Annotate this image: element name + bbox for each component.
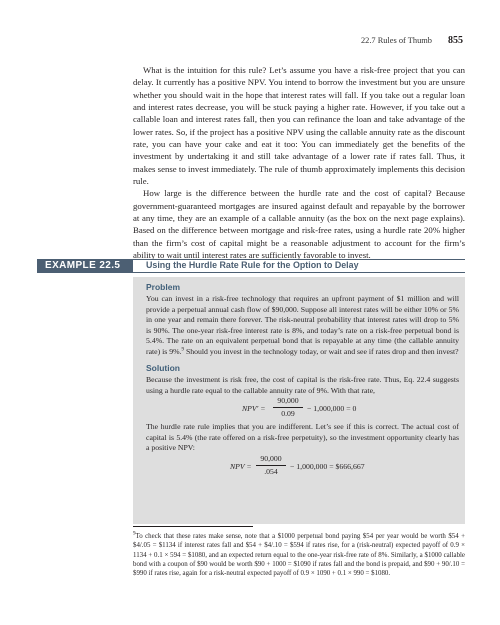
solution-heading: Solution: [146, 363, 180, 374]
problem-text-a: You can invest in a risk-free technology that requires an upfront payment of $1 million and will provide a perpetual annual cash flow of $90,000. Suppose all interest rates will be either 10% or 5% in one year and remain there forever. The risk-neutral probability that interest rates will drop to 5% is 90%. The one-year risk-free interest rate is 8%, and today’s rate on a risk-free perpetual bond is 5.4%. The rate on an equivalent perpetual bond that is repayable at any time (the callable annuity rate) is 9%.: [146, 294, 459, 356]
solution-text-1: Because the investment is risk free, the cost of capital is the risk-free rate. Thus, Eq. 22.4 suggests using a hurdle rate equal to the callable annuity rate of 9%. With that rate,: [146, 375, 459, 395]
footnote-rule: [133, 526, 253, 527]
fraction-denominator: 0.09: [281, 409, 295, 419]
equation-lhs: NPV =: [230, 462, 252, 472]
equation-fraction: [256, 454, 286, 477]
footnote-text: To check that these rates make sense, note that a $1000 perpetual bond paying $54 per year would be worth $54 + $4/.05 = $1134 if interest rates fall and $54 + $4/.10 = $594 if rates rise, for a (risk-neutral) expected payoff of 0.9 × 1134 + 0.1 × 594 = $1080, and an expected return equal to the one-year risk-free rate of 8%. Similarly, a $1000 callable bond with a coupon of $90 would be worth $90 + 1000 = $1090 if rates fall and the bond is prepaid, and $90 + 90/.10 = $990 if rates rise, again for a risk-neutral expected payoff of 0.9 × 1090 + 0.1 × 990 = $1080.: [133, 533, 465, 578]
equation-rhs: − 1,000,000 = 0: [307, 404, 357, 414]
equation-fraction: [273, 396, 303, 419]
solution-text-2: The hurdle rate rule implies that you are indifferent. Let’s see if this is correct. The actual cost of capital is 5.4% (the rate offered on a risk-free perpetuity), so the investment opportunity clearly has a positive NPV:: [146, 422, 459, 453]
footnote-reference: 9: [181, 347, 185, 353]
equation-lhs: NPV′ =: [242, 404, 266, 414]
example-label: EXAMPLE 22.5: [37, 259, 133, 273]
equation-actual-npv: [146, 454, 459, 480]
example-content: [146, 282, 459, 480]
fraction-numerator: 90,000: [256, 454, 286, 466]
problem-heading: Problem: [146, 282, 181, 292]
paragraph-intuition: What is the intuition for this rule? Let’s assume you have a risk-free project that you can delay. It currently has a positive NPV. You intend to borrow the investment but you are unsure whether you should wait in the hope that interest rates will fall. If you take out a regular loan and interest rates decrease, you will be stuck paying a higher rate. However, if you take out a callable loan and interest rates fall, then you can refinance the loan and take advantage of the lower rates. So, if the project has a positive NPV using the callable annuity rate as the discount rate, you can have your cake and eat it too: You can immediately get the benefits of the investment by undertaking it and still take advantage of a lower rate if rates fall. Thus, it makes sense to invest immediately. The rule of thumb approximately implements this decision rule.: [133, 65, 466, 187]
example-title: Using the Hurdle Rate Rule for the Option to Delay: [133, 259, 465, 273]
body-text: [133, 64, 465, 262]
fraction-numerator: 90,000: [273, 396, 303, 408]
footnote: [133, 532, 465, 579]
running-head: 22.7 Rules of Thumb: [360, 36, 432, 45]
problem-text-b: Should you invest in the technology today, or wait and see if rates drop and then invest?: [184, 346, 459, 356]
page-number: 855: [448, 35, 463, 46]
footnote-mark: 9: [133, 531, 136, 537]
equation-rhs: − 1,000,000 = $666,667: [290, 462, 365, 472]
equation-hurdle-npv: [146, 396, 459, 422]
page-header: [0, 36, 500, 48]
paragraph-hurdle-difference: How large is the difference between the hurdle rate and the cost of capital? Because government-guaranteed mortgages are insured against default and repayable by the borrower at any time, they are an example of a callable annuity (as the box on the next page explains). Based on the difference between mortgage and risk-free rates, using a hurdle rate 20% higher than the firm’s cost of capital might be a reasonable adjustment to account for the firm’s ability to wait until interest rates are sufficiently favorable to invest.: [133, 188, 465, 261]
fraction-denominator: .054: [264, 467, 278, 477]
problem-text: [146, 294, 459, 357]
